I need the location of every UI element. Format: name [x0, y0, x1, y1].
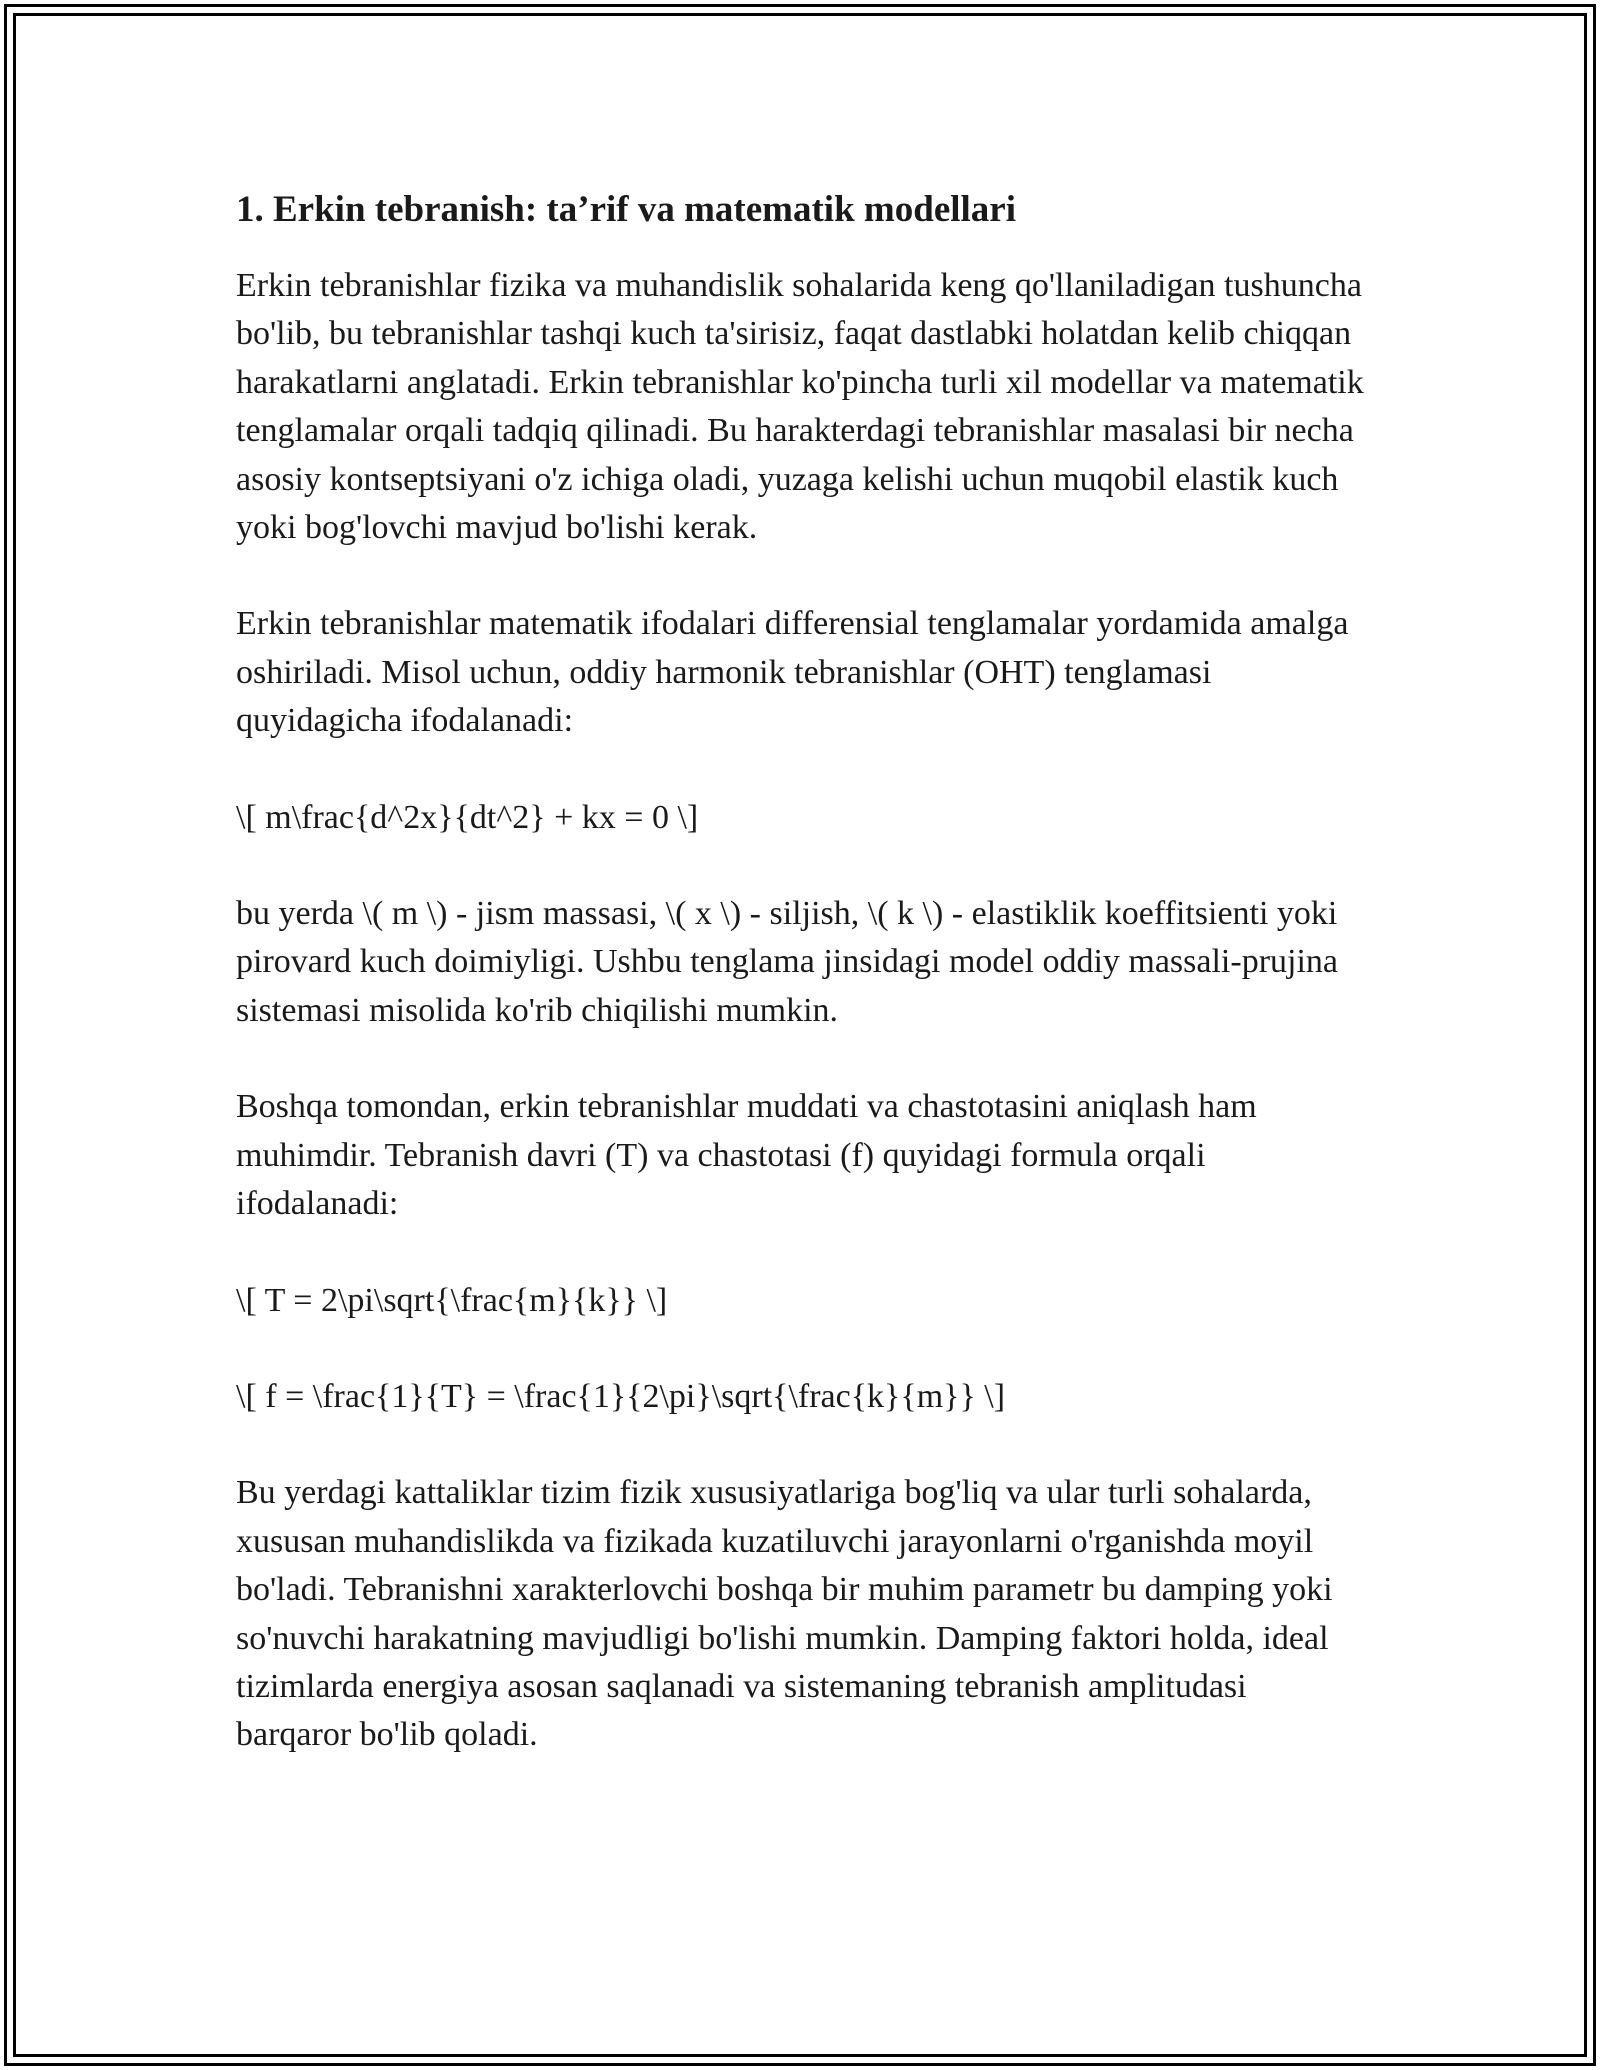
paragraph-variable-definitions: bu yerda \( m \) - jism massasi, \( x \) - siljish, \( k \) - elastiklik koeffitsienti yoki pirovard kuch doimiyligi. Ushbu tenglama jinsidagi model oddiy massali-prujina sistemasi misolida ko'rib chiqilishi mumkin.	[236, 895, 1338, 1029]
formula-harmonic-oscillator: \[ m\frac{d^2x}{dt^2} + kx = 0 \]	[236, 798, 699, 836]
paragraph-definition: Erkin tebranishlar fizika va muhandislik sohalarida keng qo'llaniladigan tushuncha bo'lib, bu tebranishlar tashqi kuch ta'sirisiz, faqat dastlabki holatdan kelib chiqqan harakatlarni anglatadi. Erkin tebranishlar ko'pincha turli xil modellar va matematik tenglamalar orqali tadqiq qilinadi. Bu harakterdagi tebranishlar masalasi bir necha asosiy kontseptsiyani o'z ichiga oladi, yuzaga kelishi uchun muqobil elastik kuch yoki bog'lovchi mavjud bo'lishi kerak.	[236, 267, 1364, 547]
formula-period: \[ T = 2\pi\sqrt{\frac{m}{k}} \]	[236, 1281, 668, 1319]
section-heading: 1. Erkin tebranish: ta’rif va matematik modellari	[236, 189, 1016, 230]
paragraph-damping: Bu yerdagi kattaliklar tizim fizik xususiyatlariga bog'liq va ular turli sohalarda, xususan muhandislikda va fizikada kuzatiluvchi jarayonlarni o'rganishda moyil bo'ladi. Tebranishni xarakterlovchi boshqa bir muhim parametr bu damping yoki so'nuvchi harakatning mavjudligi bo'lishi mumkin. Damping faktori holda, ideal tizimlarda energiya asosan saqlanadi va sistemaning tebranish amplitudasi barqaror bo'lib qoladi.	[236, 1474, 1333, 1754]
document-body	[236, 186, 1366, 1808]
paragraph-differential-equations: Erkin tebranishlar matematik ifodalari differensial tenglamalar yordamida amalga oshiriladi. Misol uchun, oddiy harmonik tebranishlar (OHT) tenglamasi quyidagicha ifodalanadi:	[236, 605, 1349, 740]
paragraph-period-frequency: Boshqa tomondan, erkin tebranishlar muddati va chastotasini aniqlash ham muhimdir. Tebranish davri (T) va chastotasi (f) quyidagi formula orqali ifodalanadi:	[236, 1088, 1257, 1223]
formula-frequency: \[ f = \frac{1}{T} = \frac{1}{2\pi}\sqrt{\frac{k}{m}} \]	[236, 1377, 1006, 1415]
